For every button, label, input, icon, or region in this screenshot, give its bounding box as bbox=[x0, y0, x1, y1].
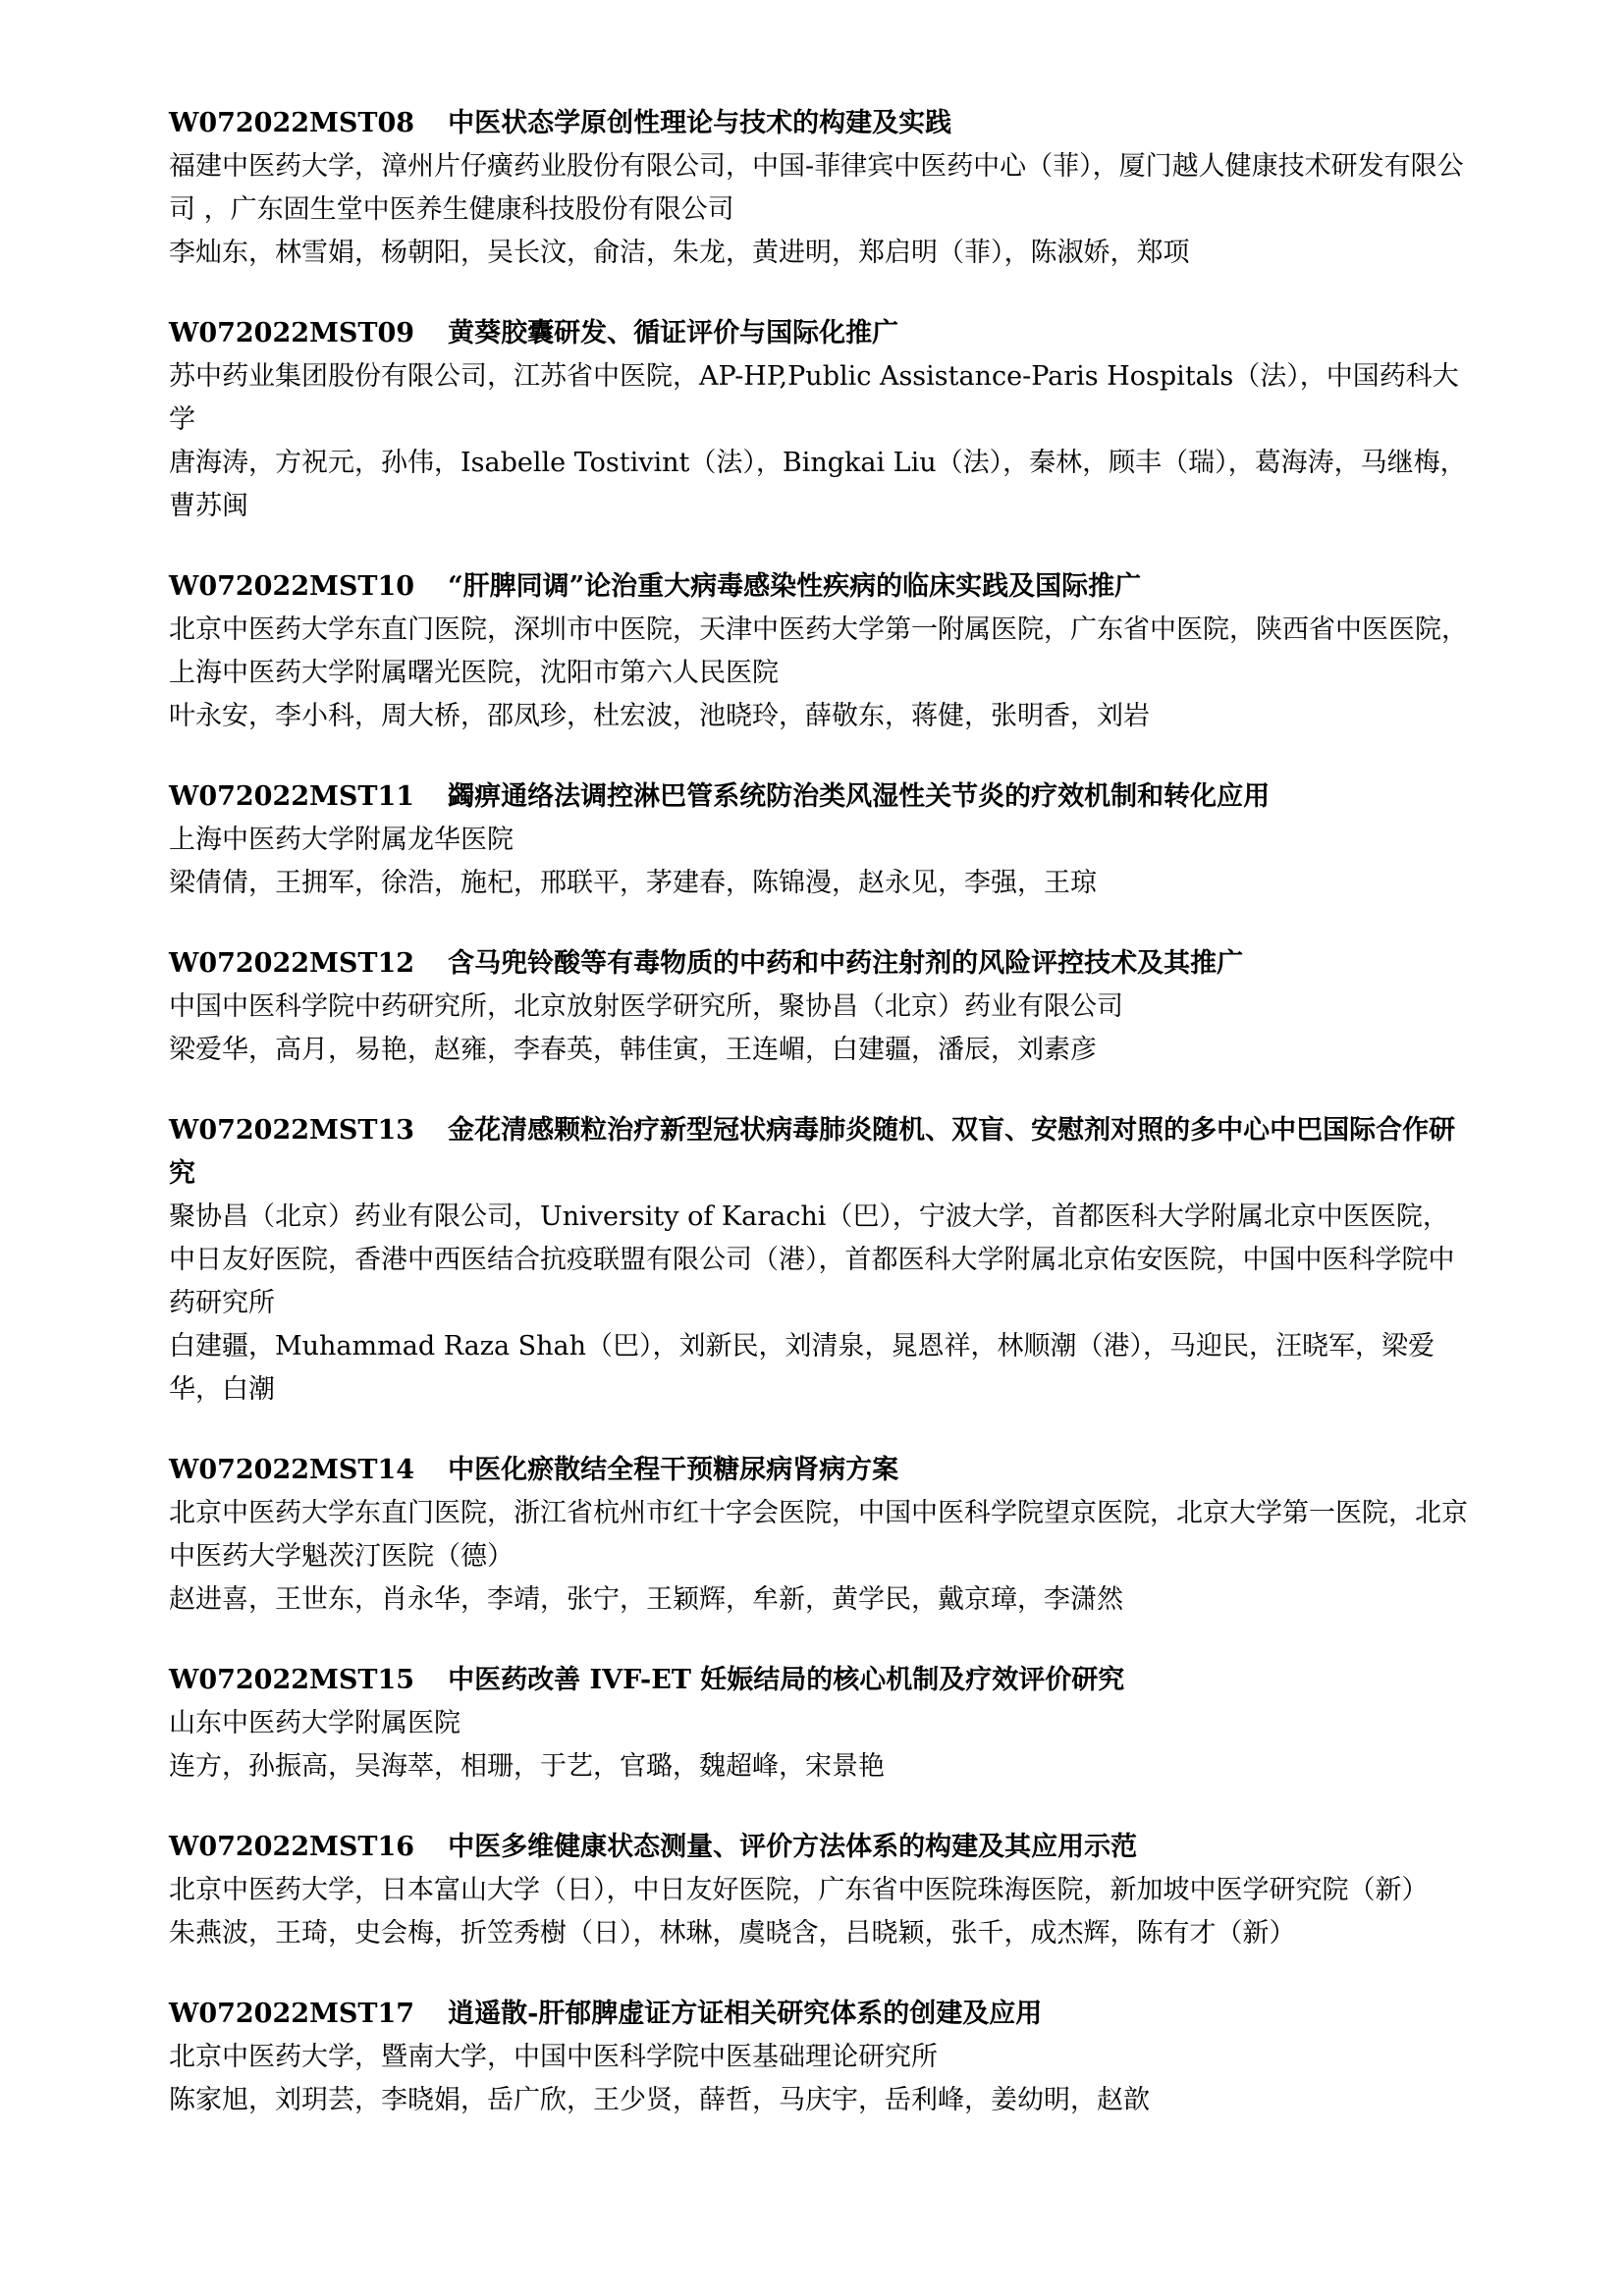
entry-title: 蠲痹通络法调控淋巴管系统防治类风湿性关节炎的疗效机制和转化应用 bbox=[448, 781, 1271, 812]
document-page bbox=[169, 102, 1475, 2160]
entry-code: W072022MST08 bbox=[169, 108, 415, 138]
entry-code: W072022MST12 bbox=[169, 948, 415, 979]
entry-code: W072022MST09 bbox=[169, 318, 415, 348]
entry-title: 中医多维健康状态测量、评价方法体系的构建及其应用示范 bbox=[448, 1832, 1138, 1862]
entry-people: 梁爱华，高月，易艳，赵雍，李春英，韩佳寅，王连嵋，白建疆，潘辰，刘素彦 bbox=[169, 1035, 1097, 1065]
entry-title: 中医药改善 IVF-ET 妊娠结局的核心机制及疗效评价研究 bbox=[448, 1665, 1125, 1695]
entry-code: W072022MST11 bbox=[169, 781, 415, 812]
entry-title: 黄葵胶囊研发、循证评价与国际化推广 bbox=[448, 318, 899, 348]
entry-title: 中医状态学原创性理论与技术的构建及实践 bbox=[448, 108, 952, 138]
entry-header bbox=[169, 1659, 1475, 1702]
entry-people: 唐海涛，方祝元，孙伟，Isabelle Tostivint（法），Bingkai Liu（法），秦林，顾丰（瑞），葛海涛，马继梅，曹苏闽 bbox=[169, 448, 1467, 521]
award-entry bbox=[169, 942, 1475, 1072]
entry-header bbox=[169, 312, 1475, 355]
entry-header bbox=[169, 565, 1475, 609]
entry-code: W072022MST16 bbox=[169, 1832, 415, 1862]
entry-title: 逍遥散-肝郁脾虚证方证相关研究体系的创建及应用 bbox=[448, 1999, 1043, 2029]
entry-header bbox=[169, 1109, 1475, 1196]
entry-institutions: 中国中医科学院中药研究所，北京放射医学研究所，聚协昌（北京）药业有限公司 bbox=[169, 991, 1123, 1022]
award-entry bbox=[169, 102, 1475, 275]
entry-header bbox=[169, 942, 1475, 986]
entry-code: W072022MST17 bbox=[169, 1999, 415, 2029]
entry-title: 中医化瘀散结全程干预糖尿病肾病方案 bbox=[448, 1455, 899, 1485]
award-entry bbox=[169, 565, 1475, 738]
entry-people: 梁倩倩，王拥军，徐浩，施杞，邢联平，茅建春，陈锦漫，赵永见，李强，王琼 bbox=[169, 868, 1097, 898]
entry-header bbox=[169, 1449, 1475, 1492]
entry-code: W072022MST13 bbox=[169, 1115, 415, 1146]
entry-institutions: 聚协昌（北京）药业有限公司，University of Karachi（巴），宁波大学，首都医科大学附属北京中医医院，中日友好医院，香港中西医结合抗疫联盟有限公司（港），首都医科大学附属北京佑安医院，中国中医科学院中药研究所 bbox=[169, 1201, 1455, 1318]
entry-header bbox=[169, 775, 1475, 819]
entry-title: 金花清感颗粒治疗新型冠状病毒肺炎随机、双盲、安慰剂对照的多中心中巴国际合作研究 bbox=[169, 1115, 1456, 1189]
award-entry bbox=[169, 1993, 1475, 2122]
entry-people: 朱燕波，王琦，史会梅，折笠秀樹（日），林琳，虞晓含，吕晓颖，张千，成杰辉，陈有才（新） bbox=[169, 1918, 1296, 1949]
entry-title: 含马兜铃酸等有毒物质的中药和中药注射剂的风险评控技术及其推广 bbox=[448, 948, 1244, 979]
award-entry bbox=[169, 1109, 1475, 1412]
entry-institutions: 苏中药业集团股份有限公司，江苏省中医院，AP-HP,Public Assistance-Paris Hospitals（法），中国药科大学 bbox=[169, 361, 1459, 435]
entry-institutions: 北京中医药大学，日本富山大学（日），中日友好医院，广东省中医院珠海医院，新加坡中医学研究院（新） bbox=[169, 1875, 1429, 1905]
award-entry bbox=[169, 1826, 1475, 1955]
award-entry bbox=[169, 1449, 1475, 1622]
entry-institutions: 上海中医药大学附属龙华医院 bbox=[169, 825, 514, 855]
entry-code: W072022MST10 bbox=[169, 571, 415, 602]
entry-people: 陈家旭，刘玥芸，李晓娟，岳广欣，王少贤，薛哲，马庆宇，岳利峰，姜幼明，赵歆 bbox=[169, 2085, 1150, 2115]
entry-people: 赵进喜，王世东，肖永华，李靖，张宁，王颖辉，牟新，黄学民，戴京璋，李潇然 bbox=[169, 1584, 1123, 1615]
entry-code: W072022MST15 bbox=[169, 1665, 415, 1695]
entry-institutions: 北京中医药大学东直门医院，浙江省杭州市红十字会医院，中国中医科学院望京医院，北京大学第一医院，北京中医药大学魁茨汀医院（德） bbox=[169, 1498, 1468, 1572]
entry-institutions: 北京中医药大学，暨南大学，中国中医科学院中医基础理论研究所 bbox=[169, 2042, 938, 2072]
entry-header bbox=[169, 102, 1475, 145]
entry-institutions: 山东中医药大学附属医院 bbox=[169, 1708, 460, 1738]
entry-institutions: 福建中医药大学，漳州片仔癀药业股份有限公司，中国-菲律宾中医药中心（菲），厦门越人健康技术研发有限公司 ，广东固生堂中医养生健康科技股份有限公司 bbox=[169, 151, 1464, 225]
award-entry bbox=[169, 1659, 1475, 1789]
entry-people: 李灿东，林雪娟，杨朝阳，吴长汶，俞洁，朱龙，黄进明，郑启明（菲），陈淑娇，郑项 bbox=[169, 238, 1190, 268]
entry-title: “肝脾同调”论治重大病毒感染性疾病的临床实践及国际推广 bbox=[448, 571, 1142, 602]
entry-people: 叶永安，李小科，周大桥，邵凤珍，杜宏波，池晓玲，薛敬东，蒋健，张明香，刘岩 bbox=[169, 701, 1150, 731]
entry-header bbox=[169, 1993, 1475, 2036]
entry-header bbox=[169, 1826, 1475, 1869]
entry-people: 连方，孙振高，吴海萃，相珊，于艺，官璐，魏超峰，宋景艳 bbox=[169, 1751, 885, 1782]
entry-institutions: 北京中医药大学东直门医院，深圳市中医院，天津中医药大学第一附属医院，广东省中医院，陕西省中医医院，上海中医药大学附属曙光医院，沈阳市第六人民医院 bbox=[169, 614, 1468, 688]
award-entry bbox=[169, 775, 1475, 905]
entry-people: 白建疆，Muhammad Raza Shah（巴），刘新民，刘清泉，晁恩祥，林顺潮（港），马迎民，汪晓军，梁爱华，白潮 bbox=[169, 1331, 1435, 1405]
entry-code: W072022MST14 bbox=[169, 1455, 415, 1485]
award-entry bbox=[169, 312, 1475, 528]
